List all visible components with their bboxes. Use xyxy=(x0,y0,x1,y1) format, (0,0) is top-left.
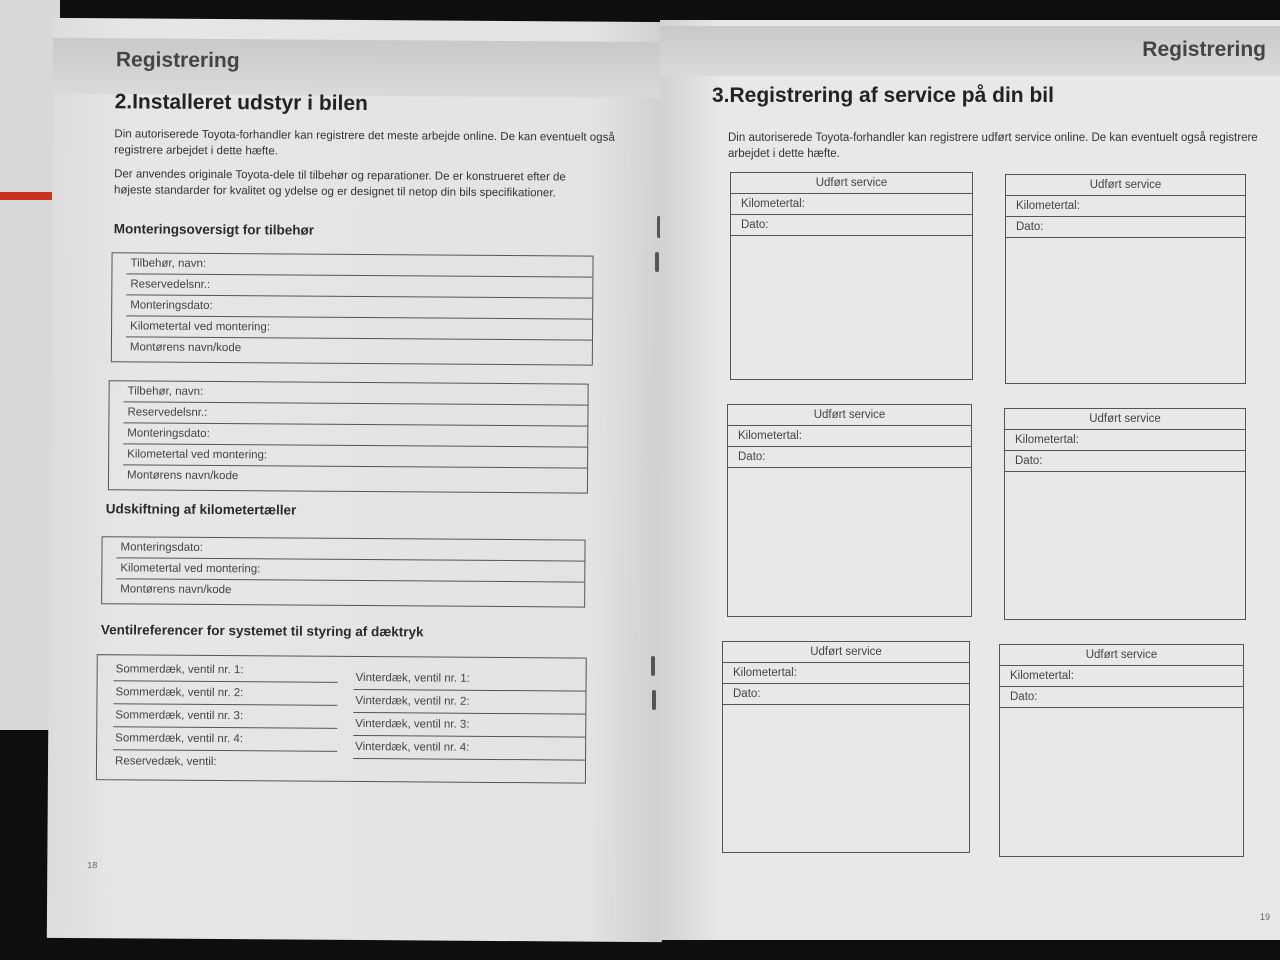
service-box-title: Udført service xyxy=(723,642,969,663)
tire-field[interactable]: Sommerdæk, ventil nr. 3: xyxy=(113,704,337,729)
tire-field[interactable]: Sommerdæk, ventil nr. 4: xyxy=(113,727,337,752)
form-field[interactable]: Tilbehør, navn: xyxy=(126,253,592,277)
form-field[interactable]: Monteringsdato: xyxy=(123,423,587,447)
service-km-field[interactable]: Kilometertal: xyxy=(723,663,969,684)
tire-field[interactable]: Vinterdæk, ventil nr. 2: xyxy=(353,690,585,715)
right-header-title: Registrering xyxy=(1142,38,1266,61)
mounting-form-2 xyxy=(108,380,589,493)
service-box-title: Udført service xyxy=(1000,645,1243,666)
winter-tire-column xyxy=(353,667,586,761)
service-box[interactable] xyxy=(1004,408,1246,620)
form-field[interactable]: Montørens navn/kode xyxy=(126,469,239,483)
form-field[interactable]: Reservedelsnr.: xyxy=(123,402,587,426)
binding-staple xyxy=(655,252,659,272)
tire-field[interactable]: Sommerdæk, ventil nr. 1: xyxy=(114,658,338,683)
left-intro-1: Din autoriserede Toyota-forhandler kan registrere det meste arbejde online. De kan eventuelt også registrere arbejdet i dette hæfte. xyxy=(114,128,615,158)
form-field[interactable]: Monteringsdato: xyxy=(126,295,592,319)
left-page-number: 18 xyxy=(87,860,98,871)
service-box[interactable] xyxy=(727,404,972,617)
left-page xyxy=(47,18,668,942)
service-date-field[interactable]: Dato: xyxy=(723,684,969,705)
odometer-form xyxy=(101,536,585,607)
mounting-heading: Monteringsoversigt for tilbehør xyxy=(113,221,315,238)
service-box-title: Udført service xyxy=(1005,409,1245,430)
service-box-title: Udført service xyxy=(1006,175,1245,196)
service-km-field[interactable]: Kilometertal: xyxy=(1006,196,1245,217)
service-date-field[interactable]: Dato: xyxy=(731,215,972,236)
tire-field[interactable]: Reservedæk, ventil: xyxy=(114,755,217,769)
tpms-form xyxy=(96,654,587,783)
tpms-heading: Ventilreferencer for systemet til styring af dæktryk xyxy=(100,622,424,640)
service-box-title: Udført service xyxy=(728,405,971,426)
odometer-heading: Udskiftning af kilometertæller xyxy=(105,501,297,518)
tire-field[interactable]: Vinterdæk, ventil nr. 1: xyxy=(354,667,586,692)
form-field[interactable]: Kilometertal ved montering: xyxy=(126,316,592,340)
tire-field[interactable]: Vinterdæk, ventil nr. 4: xyxy=(353,736,585,761)
left-intro-2: Der anvendes originale Toyota-dele til tilbehør og reparationer. De er konstrueret efter de højeste standarder for kvalitet og ydelse og er designet til netop din bils specifikationer. xyxy=(113,168,566,200)
binding-staple xyxy=(651,656,655,676)
form-field[interactable]: Monteringsdato: xyxy=(116,537,584,561)
service-box[interactable] xyxy=(1005,174,1246,384)
service-box[interactable] xyxy=(730,172,973,380)
form-field[interactable]: Tilbehør, navn: xyxy=(124,381,588,405)
right-page xyxy=(660,20,1280,940)
form-field[interactable]: Reservedelsnr.: xyxy=(126,274,592,298)
form-field[interactable]: Kilometertal ved montering: xyxy=(116,558,584,582)
service-box-title: Udført service xyxy=(731,173,972,194)
right-page-number: 19 xyxy=(1259,912,1270,922)
service-date-field[interactable]: Dato: xyxy=(1006,217,1245,238)
form-field[interactable]: Kilometertal ved montering: xyxy=(123,444,587,468)
binding-staple xyxy=(652,690,656,710)
service-date-field[interactable]: Dato: xyxy=(1005,451,1245,472)
mounting-form-1 xyxy=(111,252,594,365)
right-intro: Din autoriserede Toyota-forhandler kan registrere udført service online. De kan eventuelt også registrere arbejdet i dette hæfte. xyxy=(728,132,1258,160)
summer-tire-column xyxy=(113,658,338,775)
service-box[interactable] xyxy=(999,644,1244,857)
service-km-field[interactable]: Kilometertal: xyxy=(731,194,972,215)
left-header-title: Registrering xyxy=(115,48,240,73)
left-section-title: 2.Installeret udstyr i bilen xyxy=(114,90,368,116)
right-section-title: 3.Registrering af service på din bil xyxy=(712,84,1054,107)
form-field[interactable]: Montørens navn/kode xyxy=(129,341,242,355)
form-field[interactable]: Montørens navn/kode xyxy=(120,583,232,597)
service-km-field[interactable]: Kilometertal: xyxy=(1000,666,1243,687)
service-date-field[interactable]: Dato: xyxy=(1000,687,1243,708)
service-date-field[interactable]: Dato: xyxy=(728,447,971,468)
service-km-field[interactable]: Kilometertal: xyxy=(1005,430,1245,451)
tire-field[interactable]: Vinterdæk, ventil nr. 3: xyxy=(353,713,585,738)
service-box[interactable] xyxy=(722,641,970,853)
tire-field[interactable]: Sommerdæk, ventil nr. 2: xyxy=(113,681,337,706)
service-km-field[interactable]: Kilometertal: xyxy=(728,426,971,447)
